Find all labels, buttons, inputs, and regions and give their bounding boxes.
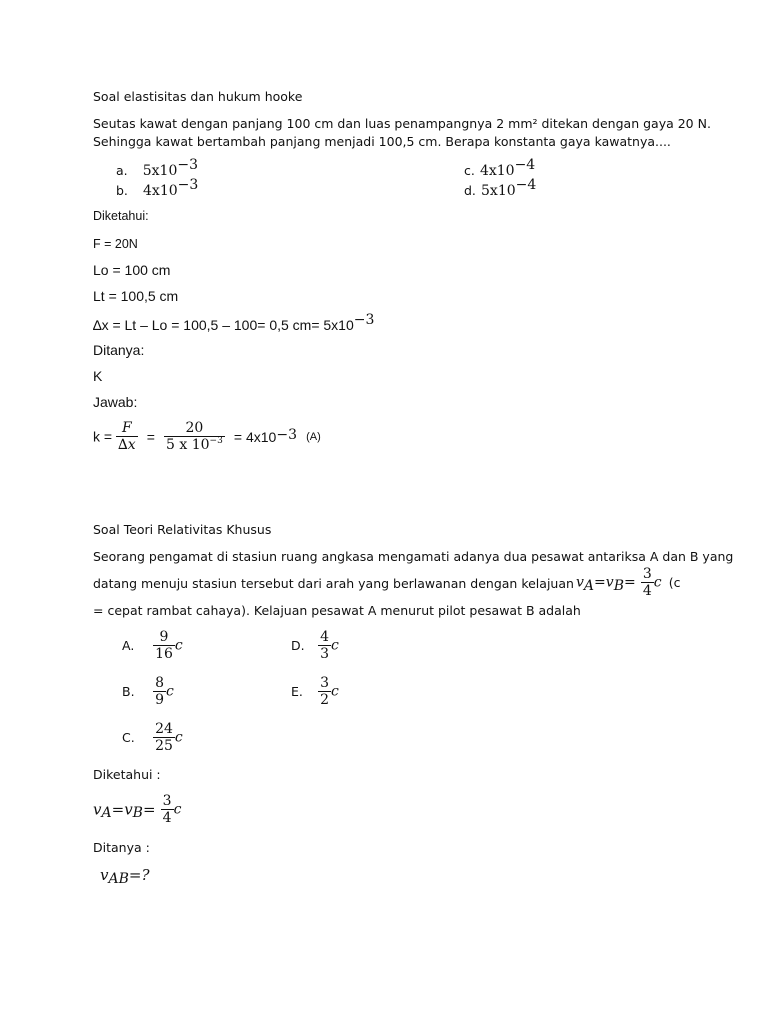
section1-title: Soal elastisitas dan hukum hooke [93,89,303,104]
fraction-f-over-dx: $\frac{F}{\Delta x}$ [117,420,136,453]
option-C: C. $\frac{24}{25}$ c [122,721,183,754]
answer-formula: k = $\frac{F}{\Delta x}$ = $\frac{20}{5 x 10^{-3}}$ = $4x10^{-3}$ (A) [93,420,321,453]
known-final-length: Lt = 100,5 cm [93,288,179,304]
known-force: F = 20N [93,237,138,251]
asked-value: K [93,368,103,384]
fraction-20-over-5x10: $\frac{20}{5 x 10^{-3}}$ [166,420,223,453]
option-b: b. $4x10^{-3}$ [116,177,199,199]
section1-question-line1: Seutas kawat dengan panjang 100 cm dan luas penampangnya 2 mm² ditekan dengan gaya 20 N. [93,116,711,131]
option-A: A. $\frac{9}{16}$ c [122,629,183,662]
known-delta-x: ∆x = Lt – Lo = 100,5 – 100= 0,5 $cm= 5x10^{-3}$ [93,312,375,333]
section2-title: Soal Teori Relativitas Khusus [93,522,272,537]
fraction-three-quarters: $\frac{3}{4}$ [642,566,652,599]
section2-question-line1: Seorang pengamat di stasiun ruang angkasa mengamati adanya dua pesawat antariksa A dan B yang [93,549,734,564]
known-speed-formula: $v_A=v_B=$ $\frac{3}{4}$ c [93,793,182,826]
section1-question-line2: Sehingga kawat bertambah panjang menjadi 100,5 cm. Berapa konstanta gaya kawatnya.... [93,134,671,149]
option-c: c. $4x10^{-4}$ [464,157,536,179]
option-B: B. $\frac{8}{9}$ c [122,675,174,708]
section2-question-line3: = cepat rambat cahaya). Kelajuan pesawat A menurut pilot pesawat B adalah [93,603,581,618]
asked-vab: $v_{AB}=$? [100,866,150,887]
answer-label: Jawab: [93,394,138,410]
asked-label: Ditanya: [93,342,145,358]
section2-asked-label: Ditanya : [93,840,150,855]
option-d: d. $5x10^{-4}$ [464,177,537,199]
known-initial-length: Lo = 100 cm [93,262,171,278]
section2-question-line2: datang menuju stasiun tersebut dari arah yang berlawanan dengan kelajuan [93,576,574,591]
section2-known-label: Diketahui : [93,767,161,782]
option-E: E. $\frac{3}{2}$ c [291,675,339,708]
speed-formula: $v_A=v_B=$ $\frac{3}{4}$ c (c [576,566,681,599]
option-D: D. $\frac{4}{3}$ c [291,629,339,662]
known-label: Diketahui: [93,209,149,223]
option-a: a. $5x10^{-3}$ [116,157,198,179]
